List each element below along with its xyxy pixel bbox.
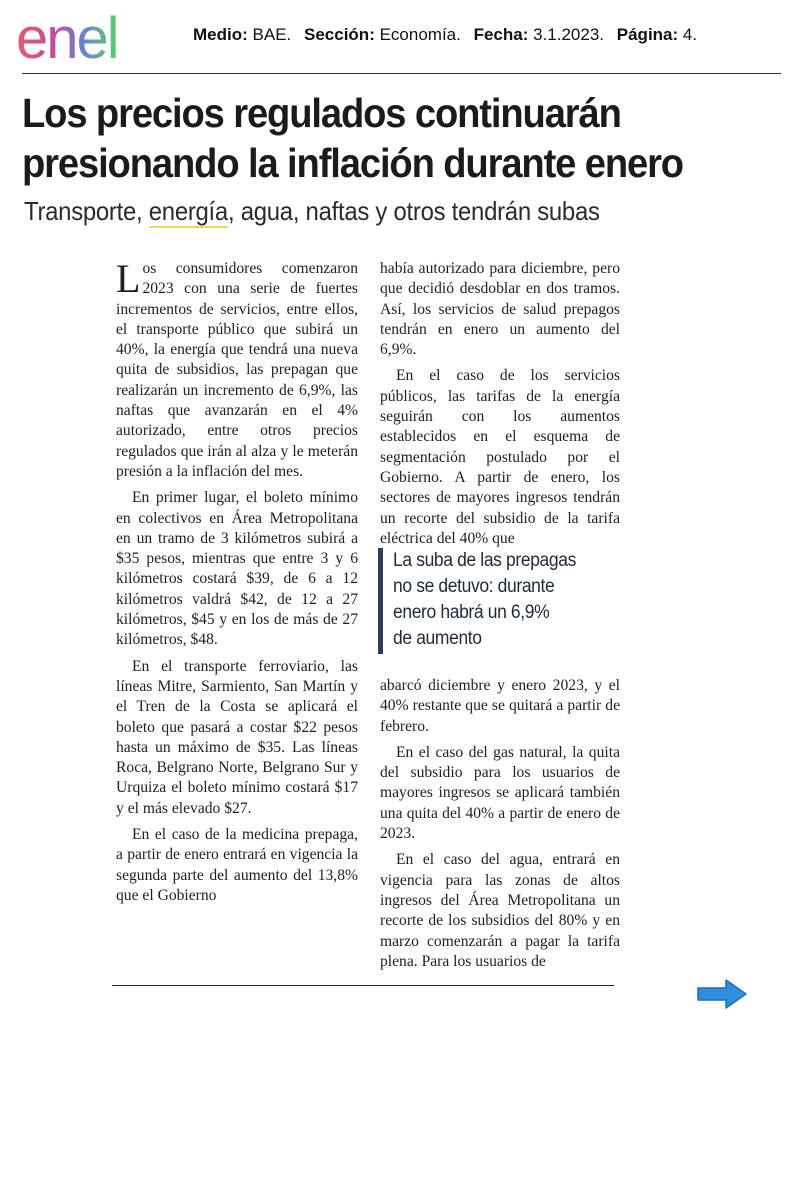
subhead-highlight: energía xyxy=(148,196,228,226)
headline-line-1: Los precios regulados continuarán xyxy=(22,90,621,136)
headline-line-2: presionando la inflación durante enero xyxy=(22,140,683,186)
article-column-1 xyxy=(116,256,358,912)
pull-quote-line: La suba de las prepagas xyxy=(393,550,576,571)
pull-quote-line: enero habrá un 6,9% xyxy=(393,602,550,623)
publication-meta xyxy=(193,25,697,45)
paragraph: En el caso del gas natural, la quita del subsidio para los usuarios de mayores ingresos se aplicará también una quita del 40% a partir de enero de 2023. xyxy=(380,743,620,843)
drop-cap: L xyxy=(116,256,141,301)
paragraph: había autorizado para diciembre, pero que decidió desdoblar en dos tramos. Así, los servicios de salud prepagos tendrán en enero un aumento del 6,9%. xyxy=(380,260,620,359)
paragraph: abarcó diciembre y enero 2023, y el 40% restante que se quitará a partir de febrero. xyxy=(380,677,620,735)
header-divider xyxy=(22,73,781,74)
fecha-value: 3.1.2023. xyxy=(533,25,605,44)
medio-label: Medio: xyxy=(193,25,248,44)
article-subhead xyxy=(24,194,600,228)
paragraph: En el caso del agua, entrará en vigencia para las zonas de altos ingresos del Área Metropolitana un recorte de los subsidios del 80% y en marzo comenzarán a pagar la tarifa plena. Para los usuarios de xyxy=(380,851,620,970)
pagina-label: Página: xyxy=(616,25,679,44)
article-column-2-bottom xyxy=(380,676,620,978)
fecha-label: Fecha: xyxy=(473,25,529,44)
seccion-value: Economía. xyxy=(379,25,461,44)
paragraph: En el caso de los servicios públicos, las tarifas de la energía seguirán con los aumentos establecidos en el esquema de segmentación postulado por el Gobierno. A partir de enero, los sectores de mayores ingresos tendrán un recorte del subsidio de la tarifa eléctrica del 40% que xyxy=(380,367,620,547)
paragraph: En primer lugar, el boleto mínimo en colectivos en Área Metropolitana en un tramo de 3 kilómetros subirá a $35 pesos, mientras que entre 3 y 6 kilómetros costará $39, de 6 a 12 kilómetros valdrá $42, de 12 a 27 kilómetros, $45 y en los de más de 27 kilómetros, $48. xyxy=(116,489,358,649)
enel-logo-text: enel xyxy=(16,14,118,66)
article-headline xyxy=(22,88,729,188)
right-arrow-icon[interactable] xyxy=(696,978,748,1010)
paragraph: En el transporte ferroviario, las líneas Mitre, Sarmiento, San Martín y el Tren de la Costa se aplicará el boleto que pasará a costar $22 pesos hasta un máximo de $35. Las líneas Roca, Belgrano Norte, Belgrano Sur y Urquiza el boleto mínimo costará $17 y el más elevado $27. xyxy=(116,657,358,817)
pull-quote xyxy=(378,548,618,654)
subhead-end: , agua, naftas y otros tendrán subas xyxy=(227,196,600,226)
subhead-start: Transporte, xyxy=(24,196,149,226)
seccion-label: Sección: xyxy=(304,25,375,44)
pull-quote-line: de aumento xyxy=(393,628,482,649)
article-column-2-top xyxy=(380,259,620,555)
paragraph: En el caso de la medicina prepaga, a partir de enero entrará en vigencia la segunda parte del aumento del 13,8% que el Gobierno xyxy=(116,826,358,904)
paragraph: Los consumidores comenzaron 2023 con una serie de fuertes incrementos de servicios, entre ellos, el transporte público que subirá un 40%, la energía que tendrá una nueva quita de subsidios, las prepagan que realizarán un incremento de 6,9%, las naftas que avanzarán en el 4% autorizado, entre otros precios regulados que irán al alza y le meterán presión a la inflación del mes. xyxy=(116,256,358,480)
enel-logo xyxy=(16,14,172,66)
pagina-value: 4. xyxy=(682,25,698,44)
pull-quote-line: no se detuvo: durante xyxy=(393,576,555,597)
medio-value: BAE. xyxy=(252,25,292,44)
footer-divider xyxy=(112,985,614,986)
